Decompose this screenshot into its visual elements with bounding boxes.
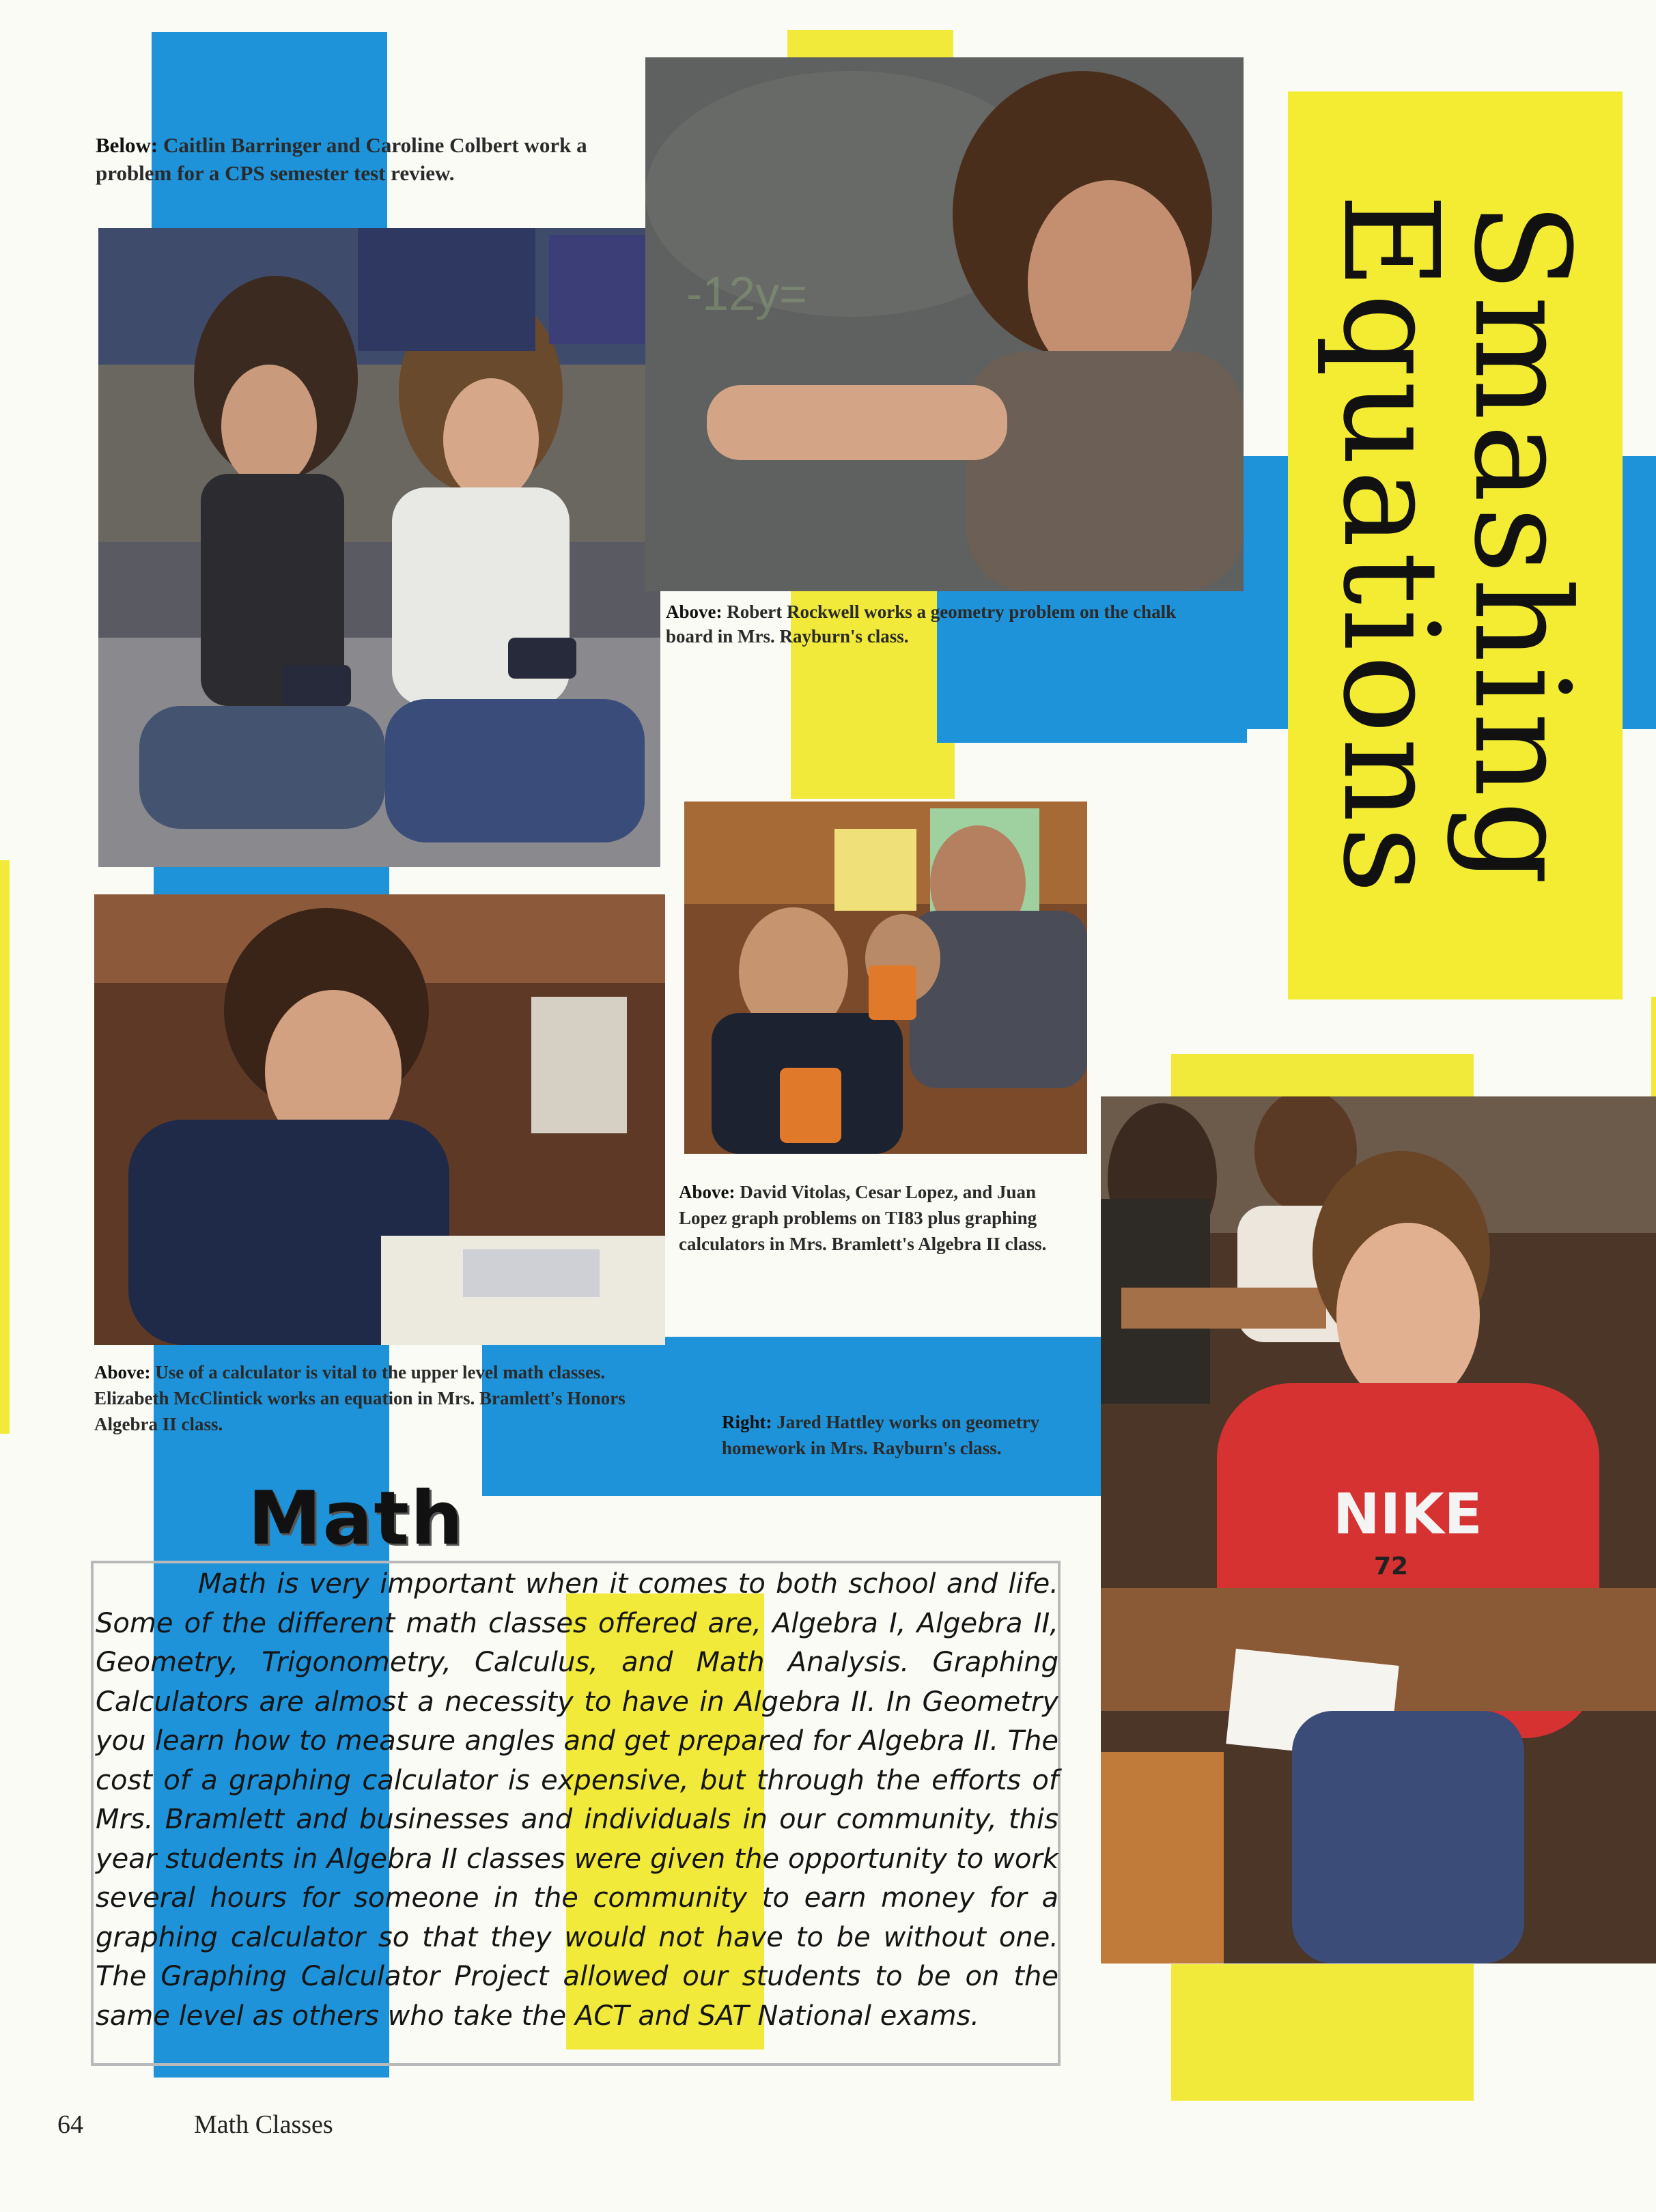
- photo-girl-writing: [94, 894, 665, 1345]
- caption-text: Robert Rockwell works a geometry problem on the chalk board in Mrs. Rayburn's class.: [666, 601, 1177, 647]
- caption-text: Jared Hattley works on geometry homework in Mrs. Rayburn's class.: [722, 1412, 1040, 1458]
- title-line-1: Smashing: [1445, 201, 1597, 890]
- photo-chalkboard: [645, 57, 1244, 591]
- yellow-block-lower-right-bottom: [1171, 1964, 1474, 2101]
- caption-text: Use of a calculator is vital to the upper level math classes. Elizabeth McClintick works an equation in Mrs. Bramlett's Honors Algebra II class.: [94, 1362, 626, 1434]
- photo-graphing-calculators: [684, 802, 1087, 1154]
- shirt-print-text: NIKE: [1333, 1482, 1483, 1547]
- page-number: 64: [57, 2110, 83, 2139]
- caption-text: Caitlin Barringer and Caroline Colbert work a problem for a CPS semester test review.: [96, 133, 587, 185]
- caption-girl-writing: [94, 1360, 654, 1437]
- caption-chalkboard: [666, 600, 1226, 649]
- caption-red-shirt-student: [722, 1410, 1091, 1462]
- blue-block-top-left: [152, 32, 387, 230]
- article-body: Math is very important when it comes to both school and life. Some of the different math classes offered are, Algebra I, Algebra II, Geometry, Trigonometry, Calculus, and Math Analysis. Graphing Calculators are almost a necessity to have in Algebra II. In Geometry you learn how to measure angles and get prepared for Algebra II. The cost of a graphing calculator is expensive, but through the efforts of Mrs. Bramlett and businesses and individuals in our community, this year students in Algebra II classes were given the opportunity to work several hours for someone in the community to earn money for a graphing calculator so that they would not have to be without one. The Graphing Calculator Project allowed our students to be on the same level as others who take the ACT and SAT National exams.: [96, 1568, 1058, 2032]
- blue-block-left-middle: [154, 867, 389, 894]
- svg-text:-12y=: -12y=: [686, 267, 808, 320]
- article-heading: Math: [248, 1476, 464, 1561]
- caption-students-floor: [96, 132, 656, 188]
- photo-students-floor: [98, 228, 660, 867]
- caption-label: Right:: [722, 1412, 772, 1432]
- caption-label: Above:: [679, 1182, 735, 1202]
- caption-label: Above:: [666, 601, 722, 622]
- section-name: Math Classes: [194, 2110, 333, 2139]
- caption-graphing-calculators: [679, 1180, 1089, 1257]
- caption-text: David Vitolas, Cesar Lopez, and Juan Lopez graph problems on TI83 plus graphing calculators in Mrs. Bramlett's Algebra II class.: [679, 1182, 1047, 1254]
- title-line-2: Equations: [1314, 193, 1466, 898]
- caption-label: Above:: [94, 1362, 151, 1382]
- yellow-block-lower-right-top: [1171, 1054, 1474, 1101]
- shirt-print-number: 72: [1374, 1552, 1409, 1580]
- caption-label: Below:: [96, 133, 158, 157]
- page-title: [1314, 193, 1597, 898]
- photo-red-shirt-student: [1101, 1096, 1656, 1963]
- yellow-edge-left: [0, 860, 10, 1434]
